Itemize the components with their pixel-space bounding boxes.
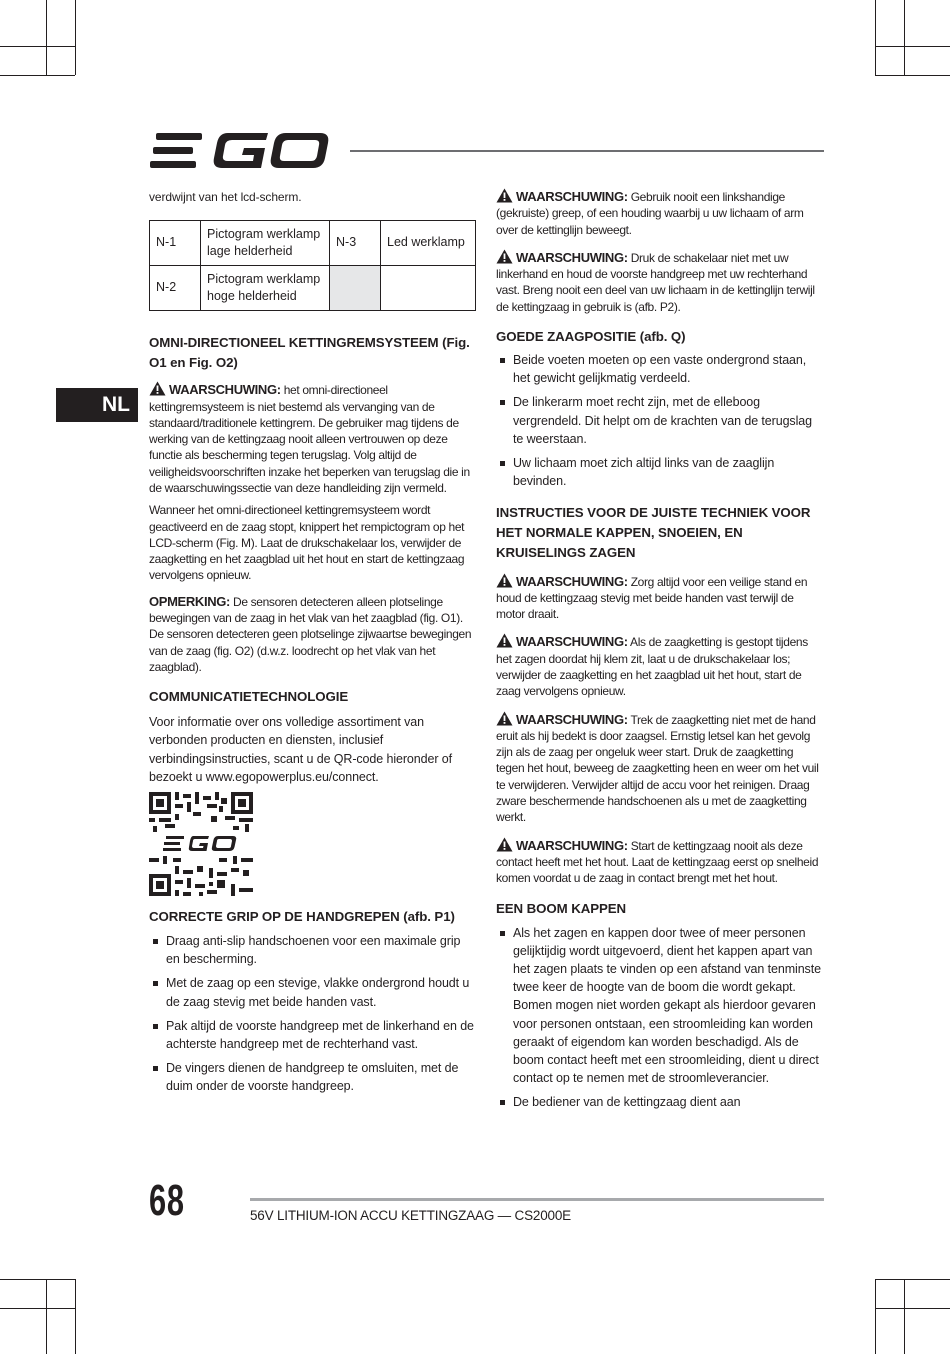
- warning-text: Als de zaagketting is gestopt tijdens het zagen doordat hij klem zit, laat u de drukschakelaar los; verwijder de zaagketting en het zaagblad uit het hout, start de zaag vervolgens opnieuw.: [496, 635, 808, 699]
- crop-mark: [0, 46, 75, 47]
- language-tab: NL: [56, 388, 138, 422]
- warning-icon: [496, 573, 513, 588]
- footer-title: 56V LITHIUM-ION ACCU KETTINGZAAG — CS2000E: [250, 1208, 571, 1223]
- crop-mark: [904, 1279, 905, 1354]
- note-label: OPMERKING:: [149, 593, 231, 609]
- crop-mark: [875, 1279, 876, 1354]
- list-item: Uw lichaam moet zich altijd links van de zaaglijn bevinden.: [496, 454, 824, 490]
- section-heading: GOEDE ZAAGPOSITIE (afb. Q): [496, 329, 686, 345]
- warning-label: WAARSCHUWING:: [516, 573, 628, 589]
- section-heading: EEN BOOM KAPPEN: [496, 900, 627, 916]
- warning-icon: [496, 837, 513, 852]
- body-paragraph: Wanneer het omni-directioneel kettingremsysteem wordt geactiveerd en de zaag stopt, knippert het rempictogram op het LCD-scherm (Fig. M). Laat de drukschakelaar los, verwijder de zaagketting en het zaagblad uit het hout en start de kettingzaag vervolgens opnieuw.: [149, 503, 465, 583]
- crop-mark: [875, 1308, 950, 1309]
- warning-label: WAARSCHUWING:: [516, 189, 628, 204]
- table-cell: Led werklamp: [381, 221, 476, 266]
- icon-table: [149, 220, 476, 311]
- note-text: De sensoren detecteren alleen plotselinge bewegingen van de zaag in het vlak van het zaagblad (fig. O1). De sensoren detecteren geen plotselinge zijwaartse bewegingen van de zaag (fig. O2) (d.w.z. loodrecht op het vlak van het zaagblad).: [149, 594, 472, 674]
- warning-paragraph: [496, 188, 824, 238]
- page-number: 68: [149, 1176, 185, 1225]
- warning-icon: [149, 381, 166, 396]
- section-heading: INSTRUCTIES VOOR DE JUISTE TECHNIEK VOOR HET NORMALE KAPPEN, SNOEIEN, EN KRUISELINGS ZAGEN: [496, 504, 811, 560]
- crop-mark: [75, 0, 76, 75]
- left-column: [149, 188, 476, 1096]
- table-row: [150, 221, 476, 266]
- crop-mark: [904, 0, 905, 75]
- list-item: De bediener van de kettingzaag dient aan: [496, 1093, 824, 1111]
- tree-list: [496, 924, 824, 1112]
- crop-mark: [0, 75, 75, 76]
- table-cell: Pictogram werklamp lage helderheid: [201, 221, 330, 266]
- list-item: Met de zaag op een stevige, vlakke ondergrond houdt u de zaag stevig met beide handen vast.: [149, 974, 476, 1010]
- table-cell: N-2: [150, 266, 201, 311]
- warning-text: Druk de schakelaar niet met uw linkerhand en houd de voorste handgreep met uw rechterhand vast. Breng nooit een deel van uw lichaam in de kettinglijn terwijl de kettingzaag in gebruik is (afb. P2).: [496, 250, 815, 314]
- warning-icon: [496, 249, 513, 264]
- warning-icon: [496, 711, 513, 726]
- qr-code: [149, 792, 253, 896]
- warning-label: WAARSCHUWING:: [169, 382, 281, 398]
- section-heading: CORRECTE GRIP OP DE HANDGREPEN (afb. P1): [149, 909, 455, 925]
- warning-icon: [496, 633, 513, 648]
- table-row: [150, 266, 476, 311]
- warning-paragraph: [496, 573, 824, 623]
- section-heading: OMNI-DIRECTIONEEL KETTINGREMSYSTEEM (Fig. O1 en Fig. O2): [149, 335, 470, 371]
- position-list: [496, 351, 824, 490]
- warning-text: Start de kettingzaag nooit als deze contact heeft met het hout. Laat de kettingzaag eerst op snelheid komen voordat u de zaag in contact brengt met het hout.: [496, 838, 819, 886]
- section-heading: COMMUNICATIETECHNOLOGIE: [149, 689, 349, 705]
- crop-mark: [875, 1279, 950, 1280]
- intro-text: verdwijnt van het lcd-scherm.: [149, 190, 302, 204]
- warning-icon: [496, 188, 513, 203]
- list-item: Als het zagen en kappen door twee of meer personen gelijktijdig wordt uitgevoerd, dient het kappen apart van het zagen plaats te vinden op een afstand van tenminste twee keer de hoogte van de boom die wordt gekapt. Bomen mogen niet worden gekapt als hierdoor gevaren voor personen ontstaan, een stroomleiding kan worden geraakt of eigendom kan worden beschadigd. Als de boom contact heeft met een stroomleiding, dient u direct contact op te nemen met de stroomleverancier.: [496, 924, 824, 1088]
- warning-text: Gebruik nooit een linkshandige (gekruiste) greep, of een houding waarbij u uw lichaam of arm over de kettinglijn beweegt.: [496, 190, 804, 237]
- warning-paragraph: [496, 249, 824, 315]
- crop-mark: [875, 0, 876, 75]
- crop-mark: [46, 1279, 47, 1354]
- header-rule: [350, 150, 824, 152]
- warning-text: Trek de zaagketting niet met de hand eruit als hij bedekt is door zaagsel. Ernstig letsel kan het gevolg zijn als de zaag per ongeluk weer start. Druk de zaagketting tegen het hout, beweeg de zaagketting heen en weer om het vuil te verwijderen. Verwijder altijd de accu voor het reinigen. Draag zware beschermende handschoenen als u met de zaagketting werkt.: [496, 712, 819, 825]
- crop-mark: [875, 75, 950, 76]
- warning-label: WAARSCHUWING:: [516, 711, 628, 727]
- table-cell: [330, 266, 381, 311]
- warning-text: het omni-directioneel kettingremsysteem is niet bestemd als vervanging van de standaard/traditionele kettingrem. De gebruiker mag tijdens de werking van de kettingzaag nooit alleen vertrouwen op deze functie als bescherming tegen terugslag. Volg altijd de veiligheidsvoorschriften inzake het beperken van terugslag die in de waarschuwingssectie van deze handleiding zijn vermeld.: [149, 383, 470, 495]
- warning-text: Zorg altijd voor een veilige stand en houd de kettingzaag stevig met beide handen vast terwijl de motor draait.: [496, 574, 808, 622]
- list-item: Beide voeten moeten op een vaste ondergrond staan, het gewicht gelijkmatig verdeeld.: [496, 351, 824, 387]
- warning-paragraph: [496, 633, 824, 699]
- grip-list: [149, 932, 476, 1096]
- warning-label: WAARSCHUWING:: [516, 634, 628, 650]
- warning-label: WAARSCHUWING:: [516, 249, 628, 265]
- crop-mark: [46, 0, 47, 75]
- note-paragraph: [149, 594, 476, 675]
- list-item: Pak altijd de voorste handgreep met de linkerhand en de achterste handgreep met de rechterhand vast.: [149, 1017, 476, 1053]
- list-item: De vingers dienen de handgreep te omsluiten, met de duim onder de voorste handgreep.: [149, 1059, 476, 1095]
- table-cell: N-3: [330, 221, 381, 266]
- crop-mark: [0, 1308, 75, 1309]
- warning-paragraph: [149, 381, 476, 496]
- list-item: Draag anti-slip handschoenen voor een maximale grip en bescherming.: [149, 932, 476, 968]
- warning-label: WAARSCHUWING:: [516, 837, 628, 853]
- table-cell: N-1: [150, 221, 201, 266]
- right-column: [496, 188, 824, 1112]
- table-cell: Pictogram werklamp hoge helderheid: [201, 266, 330, 311]
- crop-mark: [75, 1279, 76, 1354]
- crop-mark: [875, 46, 950, 47]
- ego-logo: [150, 131, 330, 171]
- table-cell: [381, 266, 476, 311]
- body-paragraph: Voor informatie over ons volledige assortiment van verbonden producten en diensten, inclusief verbindingsinstructies, scant u de QR-code hieronder of bezoekt u www.egopowerplus.eu/connect.: [149, 715, 452, 784]
- crop-mark: [0, 1279, 75, 1280]
- warning-paragraph: [496, 837, 824, 887]
- footer-rule: [250, 1198, 824, 1201]
- warning-paragraph: [496, 711, 824, 826]
- list-item: De linkerarm moet recht zijn, met de elleboog vergrendeld. Dit helpt om de krachten van de terugslag te weerstaan.: [496, 393, 824, 448]
